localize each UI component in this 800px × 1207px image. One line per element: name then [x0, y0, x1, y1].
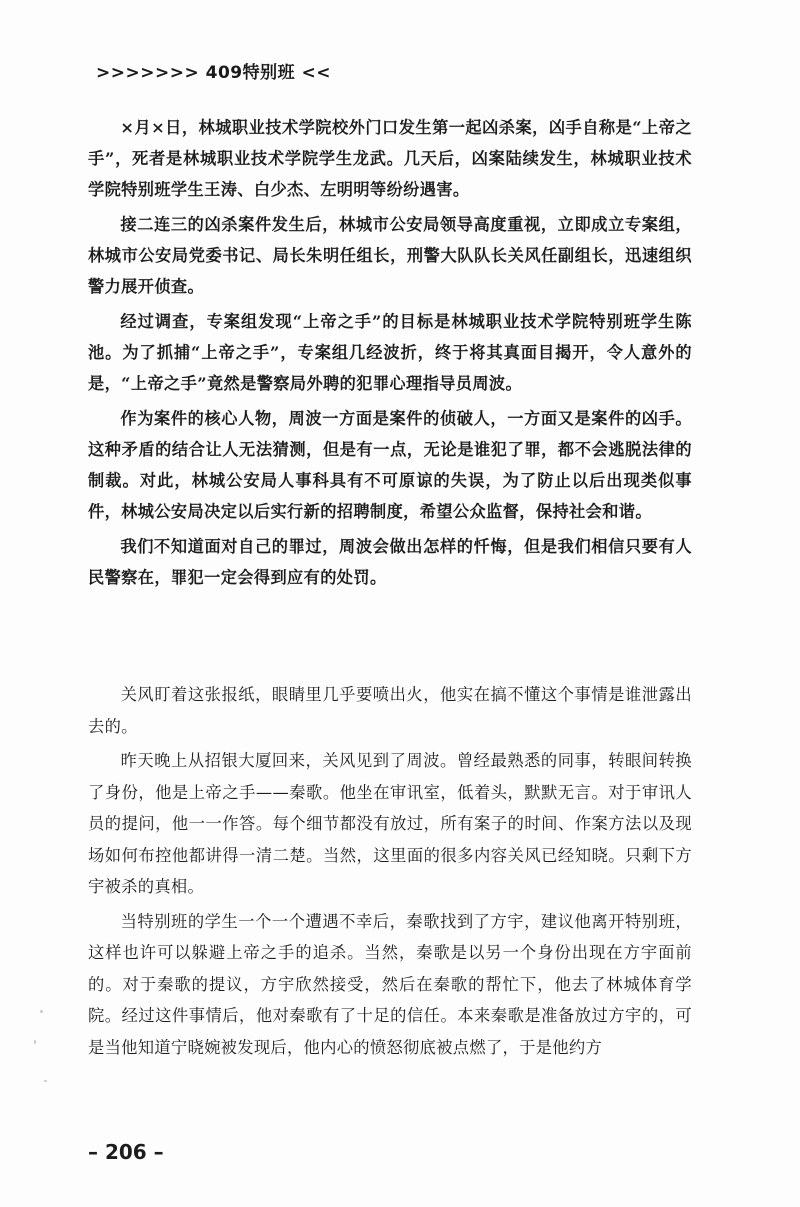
scan-speck [40, 1010, 43, 1013]
narrative-body [88, 679, 692, 1066]
narrative-paragraph: 昨天晚上从招银大厦回来，关风见到了周波。曾经最熟悉的同事，转眼间转换了身份，他是上帝之手——秦歌。他坐在审讯室，低着头，默默无言。对于审讯人员的提问，他一一作答。每个细节都没有放过，所有案子的时间、作案方法以及现场如何布控他都讲得一清二楚。当然，这里面的很多内容关风已经知晓。只剩下方宇被杀的真相。 [88, 751, 692, 896]
scan-speck [34, 1040, 36, 1044]
article-paragraph: 我们不知道面对自己的罪过，周波会做出怎样的忏悔，但是我们相信只要有人民警察在，罪犯一定会得到应有的处罚。 [88, 537, 692, 587]
scan-speck [44, 1080, 47, 1082]
article-paragraph: 接二连三的凶杀案件发生后，林城市公安局领导高度重视，立即成立专案组，林城市公安局党委书记、局长朱明任组长，刑警大队队长关风任副组长，迅速组织警力展开侦查。 [88, 215, 692, 296]
news-article [88, 112, 692, 597]
page-number: – 206 – [88, 1140, 164, 1164]
article-paragraph: ×月×日，林城职业技术学院校外门口发生第一起凶杀案，凶手自称是“上帝之手”，死者是林城职业技术学院学生龙武。几天后，凶案陆续发生，林城职业技术学院特别班学生王涛、白少杰、左明明等纷纷遇害。 [88, 118, 692, 199]
article-paragraph: 经过调查，专案组发现“上帝之手”的目标是林城职业技术学院特别班学生陈池。为了抓捕“上帝之手”，专案组几经波折，终于将其真面目揭开，令人意外的是，“上帝之手”竟然是警察局外聘的犯罪心理指导员周波。 [88, 312, 692, 393]
running-header: >>>>>>> 409特别班 << [96, 63, 332, 83]
article-paragraph: 作为案件的核心人物，周波一方面是案件的侦破人，一方面又是案件的凶手。这种矛盾的结合让人无法猜测，但是有一点，无论是谁犯了罪，都不会逃脱法律的制裁。对此，林城公安局人事科具有不可原谅的失误，为了防止以后出现类似事件，林城公安局决定以后实行新的招聘制度，希望公众监督，保持社会和谐。 [88, 409, 692, 521]
narrative-paragraph: 当特别班的学生一个一个遭遇不幸后，秦歌找到了方宇，建议他离开特别班，这样也许可以躲避上帝之手的追杀。当然，秦歌是以另一个身份出现在方宇面前的。对于秦歌的提议，方宇欣然接受，然后在秦歌的帮忙下，他去了林城体育学院。经过这件事情后，他对秦歌有了十足的信任。本来秦歌是准备放过方宇的，可是当他知道宁晓婉被发现后，他内心的愤怒彻底被点燃了，于是他约方 [88, 911, 692, 1057]
narrative-paragraph: 关风盯着这张报纸，眼睛里几乎要喷出火，他实在搞不懂这个事情是谁泄露出去的。 [88, 685, 692, 736]
